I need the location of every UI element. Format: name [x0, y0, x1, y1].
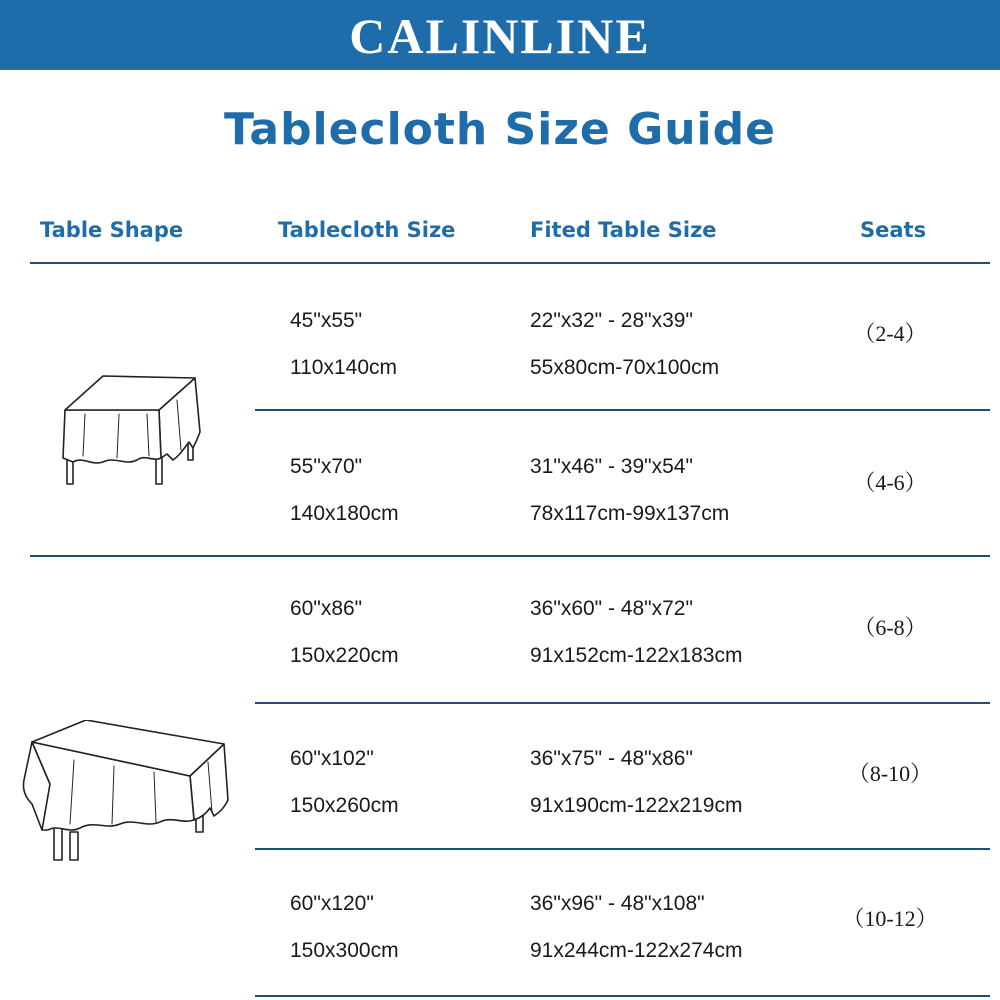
column-header-fitted-table-size: Fited Table Size — [530, 218, 717, 242]
header-divider — [30, 262, 990, 264]
tablecloth-size-cm: 150x300cm — [290, 939, 399, 962]
column-header-tablecloth-size: Tablecloth Size — [278, 218, 456, 242]
column-header-seats: Seats — [860, 218, 927, 242]
fitted-table-size-cell — [530, 585, 742, 679]
page-title: Tablecloth Size Guide — [224, 104, 776, 155]
column-header-table-shape: Table Shape — [40, 218, 184, 242]
tablecloth-size-cm: 110x140cm — [290, 356, 398, 379]
seats-cell: （8-10） — [847, 761, 933, 786]
fitted-size-cm: 91x152cm-122x183cm — [530, 644, 743, 667]
seats-cell: （10-12） — [842, 906, 938, 931]
fitted-size-cm: 55x80cm-70x100cm — [530, 356, 720, 379]
fitted-size-cm: 78x117cm-99x137cm — [530, 502, 730, 525]
tablecloth-size-inches: 55"x70" — [290, 455, 363, 478]
brand-name: CALINLINE — [349, 8, 651, 64]
brand-bar — [0, 0, 1000, 70]
seats-cell: （6-8） — [853, 615, 927, 640]
tablecloth-size-cm: 140x180cm — [290, 502, 399, 525]
tablecloth-size-inches: 60"x120" — [290, 892, 374, 915]
tablecloth-size-cell — [290, 297, 397, 391]
fitted-size-inches: 22"x32" - 28"x39" — [530, 309, 693, 332]
seats-cell: （4-6） — [853, 470, 927, 495]
fitted-size-cm: 91x190cm-122x219cm — [530, 794, 743, 817]
tablecloth-size-cm: 150x220cm — [290, 644, 399, 667]
fitted-size-inches: 36"x75" - 48"x86" — [530, 747, 693, 770]
rectangular-table-icon — [14, 720, 234, 870]
tablecloth-size-cell — [290, 880, 399, 974]
row-divider — [255, 702, 990, 704]
square-table-icon — [55, 370, 205, 490]
tablecloth-size-cm: 150x260cm — [290, 794, 399, 817]
fitted-table-size-cell — [530, 735, 742, 829]
tablecloth-size-inches: 45"x55" — [290, 309, 363, 332]
tablecloth-size-cell — [290, 443, 399, 537]
seats-cell: （2-4） — [853, 321, 927, 346]
fitted-table-size-cell — [530, 443, 729, 537]
row-divider — [255, 995, 990, 997]
fitted-table-size-cell — [530, 297, 719, 391]
fitted-size-inches: 31"x46" - 39"x54" — [530, 455, 693, 478]
fitted-size-cm: 91x244cm-122x274cm — [530, 939, 743, 962]
fitted-size-inches: 36"x96" - 48"x108" — [530, 892, 705, 915]
row-divider — [255, 409, 990, 411]
tablecloth-size-inches: 60"x86" — [290, 597, 363, 620]
tablecloth-size-cell — [290, 585, 399, 679]
fitted-table-size-cell — [530, 880, 742, 974]
fitted-size-inches: 36"x60" - 48"x72" — [530, 597, 693, 620]
tablecloth-size-cell — [290, 735, 399, 829]
group-divider — [30, 555, 990, 557]
row-divider — [255, 848, 990, 850]
tablecloth-size-inches: 60"x102" — [290, 747, 374, 770]
